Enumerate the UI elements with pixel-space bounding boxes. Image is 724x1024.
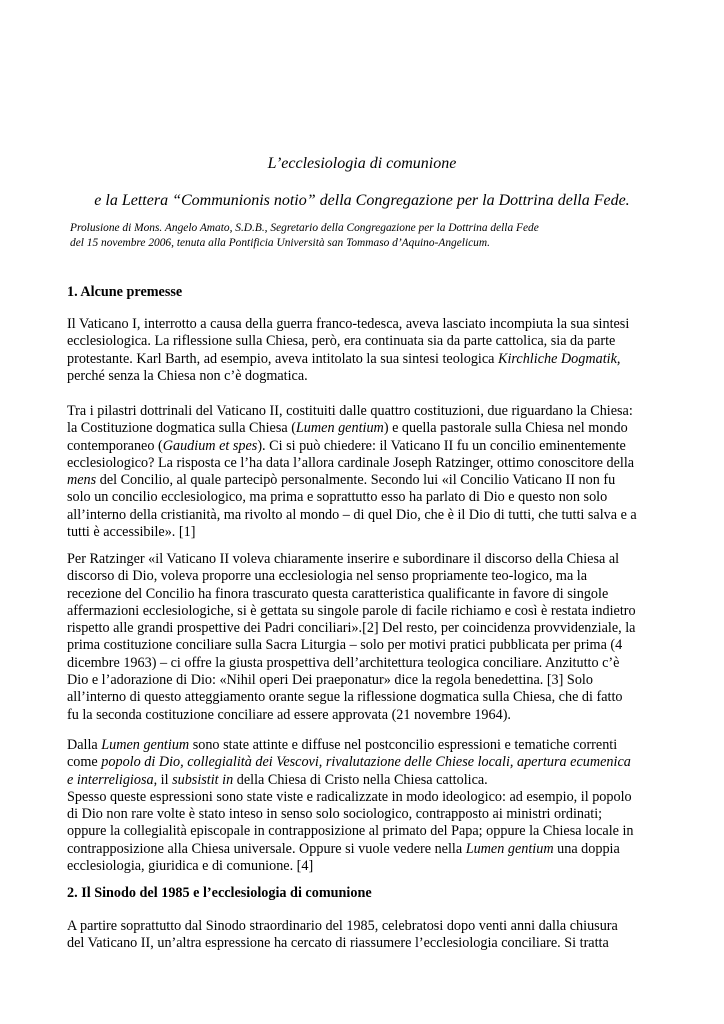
text-line: Spesso queste espressioni sono state viste e radicalizzate in modo ideologico: ad esempio, il popolo <box>67 788 632 805</box>
prolusion-line: del 15 novembre 2006, tenuta alla Pontificia Università san Tommaso d’Aquino-Angelicum. <box>70 236 490 249</box>
italic-phrase: subsistit in <box>172 771 234 788</box>
text-run: come <box>67 754 102 771</box>
paragraph <box>67 316 667 385</box>
text-line: Dio e l’adorazione di Dio: «Nihil operi Dei praeponatur» dice la regola benedettina. [3] Solo <box>67 672 593 689</box>
paragraph <box>67 551 667 724</box>
text-line: rispetto alle grandi prospettive dei Padri conciliari».[2] Del resto, per coincidenza provvidenziale, la <box>67 620 636 637</box>
text-run: ). Ci si può chiedere: il Vaticano II fu un concilio eminentemente <box>257 437 626 454</box>
text-line: ecclesiologica. La riflessione sulla Chiesa, però, era continuata sia da parte cattolica, sia da parte <box>67 333 616 350</box>
italic-title: Lumen gentium <box>295 420 384 437</box>
document-subtitle: e la Lettera “Communionis notio” della Congregazione per la Dottrina della Fede. <box>94 192 630 209</box>
paragraph <box>67 918 667 953</box>
italic-phrase: e interreligiosa <box>67 771 154 788</box>
text-line: solo un concilio ecclesiologico, ma prima e soprattutto esso ha parlato di Dio e questo non solo <box>67 489 608 506</box>
text-line: di Dio non rare volte è stato inteso in senso solo sociologico, contrapposto ai ministri ordinati; <box>67 806 603 823</box>
text-line: Il Vaticano I, interrotto a causa della guerra franco-tedesca, aveva lasciato incompiuta la sua sintesi <box>67 316 630 332</box>
text-line <box>67 438 667 455</box>
paragraph <box>67 737 667 875</box>
text-line: discorso di Dio, voleva proporre una ecclesiologia nel senso propriamente teo-logico, ma la <box>67 568 588 585</box>
text-line <box>67 754 667 771</box>
italic-title: Gaudium et spes <box>162 437 258 454</box>
text-run: contrapposizione alla Chiesa universale. Oppure si vuole vedere nella <box>67 840 466 857</box>
section-heading-sinodo: 2. Il Sinodo del 1985 e l’ecclesiologia di comunione <box>67 885 372 901</box>
text-line: perché senza la Chiesa non c’è dogmatica. <box>67 367 308 384</box>
text-line <box>67 841 667 858</box>
text-run: protestante. Karl Barth, ad esempio, aveva intitolato la sua sintesi teologica <box>67 350 499 367</box>
text-line: all’interno della cristianità, ma rivolto al mondo – di quel Dio, che è il Dio di tutti, che tutti salva e a <box>67 506 637 523</box>
text-line <box>67 420 667 437</box>
text-line <box>67 472 667 489</box>
text-line <box>67 351 667 368</box>
text-run: del Concilio, al quale partecipò personalmente. Secondo lui «il Concilio Vaticano II non fu <box>96 472 616 489</box>
text-line: fu la seconda costituzione conciliare ad essere approvata (21 novembre 1964). <box>67 706 511 723</box>
text-line: recezione del Concilio ha finora trascurato questa caratteristica qualificante in favore di singole <box>67 585 609 602</box>
text-run: , il <box>153 771 173 788</box>
text-line: Per Ratzinger «il Vaticano II voleva chiaramente inserire e subordinare il discorso della Chiesa al <box>67 551 620 567</box>
text-run: la Costituzione dogmatica sulla Chiesa ( <box>67 420 296 437</box>
text-line: oppure la collegialità episcopale in contrapposizione al primato del Papa; oppure la Chiesa locale in <box>67 823 634 840</box>
document-title: L’ecclesiologia di comunione <box>267 155 457 172</box>
prolusion-note <box>70 221 670 250</box>
italic-title: Lumen gentium <box>465 840 554 857</box>
text-run: ) e quella pastorale sulla Chiesa nel mondo <box>383 420 628 437</box>
text-line: del Vaticano II, un’altra espressione ha cercato di riassumere l’ecclesiologia conciliare. Si tratta <box>67 935 609 952</box>
prolusion-line: Prolusione di Mons. Angelo Amato, S.D.B., Segretario della Congregazione per la Dottrina della Fede <box>70 222 539 234</box>
text-run: Dalla <box>67 737 102 753</box>
text-run: , <box>616 350 621 367</box>
text-line: A partire soprattutto dal Sinodo straordinario del 1985, celebratosi dopo venti anni dalla chiusura <box>67 918 618 934</box>
text-line: affermazioni ecclesiologiche, si è gettata su singole parole di facile richiamo e così è restata indietro <box>67 602 636 619</box>
text-line: all’interno di questo atteggiamento orante segue la riflessione dogmatica sulla Chiesa, che di fatto <box>67 689 623 706</box>
text-line <box>67 737 667 754</box>
text-line: dicembre 1963) – ci offre la giusta prospettiva dell’architettura teologica conciliare. Anzitutto c’è <box>67 654 620 671</box>
text-run: una doppia <box>553 840 620 857</box>
italic-phrase: popolo di Dio, collegialità dei Vescovi, rivalutazione delle Chiese locali, apertura ecumenica <box>101 754 631 771</box>
text-run: della Chiesa di Cristo nella Chiesa cattolica. <box>233 771 488 788</box>
text-line: tutti è accessibile». [1] <box>67 524 196 541</box>
text-line: prima costituzione conciliare sulla Sacra Liturgia – solo per motivi pratici pubblicata per prima (4 <box>67 637 623 654</box>
italic-title: Lumen gentium <box>101 737 190 753</box>
paragraph <box>67 403 667 541</box>
section-heading-premesse: 1. Alcune premesse <box>67 284 183 300</box>
text-line: ecclesiologico? La risposta ce l’ha data l’allora cardinale Joseph Ratzinger, ottimo conoscitore della <box>67 454 635 471</box>
text-run: sono state attinte e diffuse nel postconcilio espressioni e tematiche correnti <box>189 737 618 753</box>
text-line: ecclesiologia, giuridica e di comunione. [4] <box>67 858 314 875</box>
italic-title: Kirchliche Dogmatik <box>498 350 617 367</box>
italic-word: mens <box>67 472 97 489</box>
text-line: Tra i pilastri dottrinali del Vaticano II, costituiti dalle quattro costituzioni, due riguardano la Chiesa: <box>67 403 633 419</box>
text-run: contemporaneo ( <box>67 437 163 454</box>
text-line <box>67 772 667 789</box>
